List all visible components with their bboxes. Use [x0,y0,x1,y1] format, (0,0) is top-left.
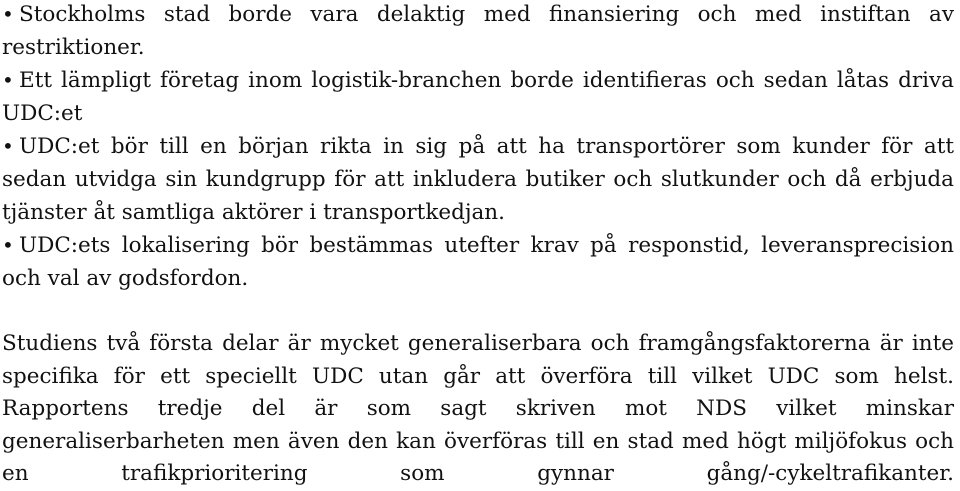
body-paragraph: Studiens två första delar är mycket generaliserbara och framgångsfaktorerna är inte specifika för ett speciellt UDC utan går att överföra till vilket UDC som helst. Rapportens tredje del är som sagt skriven mot NDS vilket minskar generaliserbarheten men även den kan överföras till en stad med högt miljöfokus och en trafikprioritering som gynnar gång/-cykeltrafikanter. [2,330,954,487]
paragraph-spacer [2,295,954,328]
bullet-icon: • [2,233,14,258]
bullet-item-3 [2,130,954,229]
bullet-item-2 [2,64,954,130]
document-body [2,0,954,491]
bullet-item-1 [2,0,954,64]
bullet-text: UDC:ets lokalisering bör bestämmas utefter krav på responstid, leveransprecision och val av godsfordon. [2,233,954,291]
bullet-item-4 [2,229,954,295]
bullet-icon: • [2,134,14,159]
bullet-text: UDC:et bör till en början rikta in sig på att ha transportörer som kunder för att sedan utvidga sin kundgrupp för att inkludera butiker och slutkunder och då erbjuda tjänster åt samtliga aktörer i transportkedjan. [2,134,954,225]
bullet-text: Stockholms stad borde vara delaktig med finansiering och med instiftan av restriktioner. [2,2,954,60]
bullet-icon: • [2,68,14,93]
bullet-text: Ett lämpligt företag inom logistik-branchen borde identifieras och sedan låtas driva UDC:et [2,68,954,126]
bullet-icon: • [2,2,14,26]
